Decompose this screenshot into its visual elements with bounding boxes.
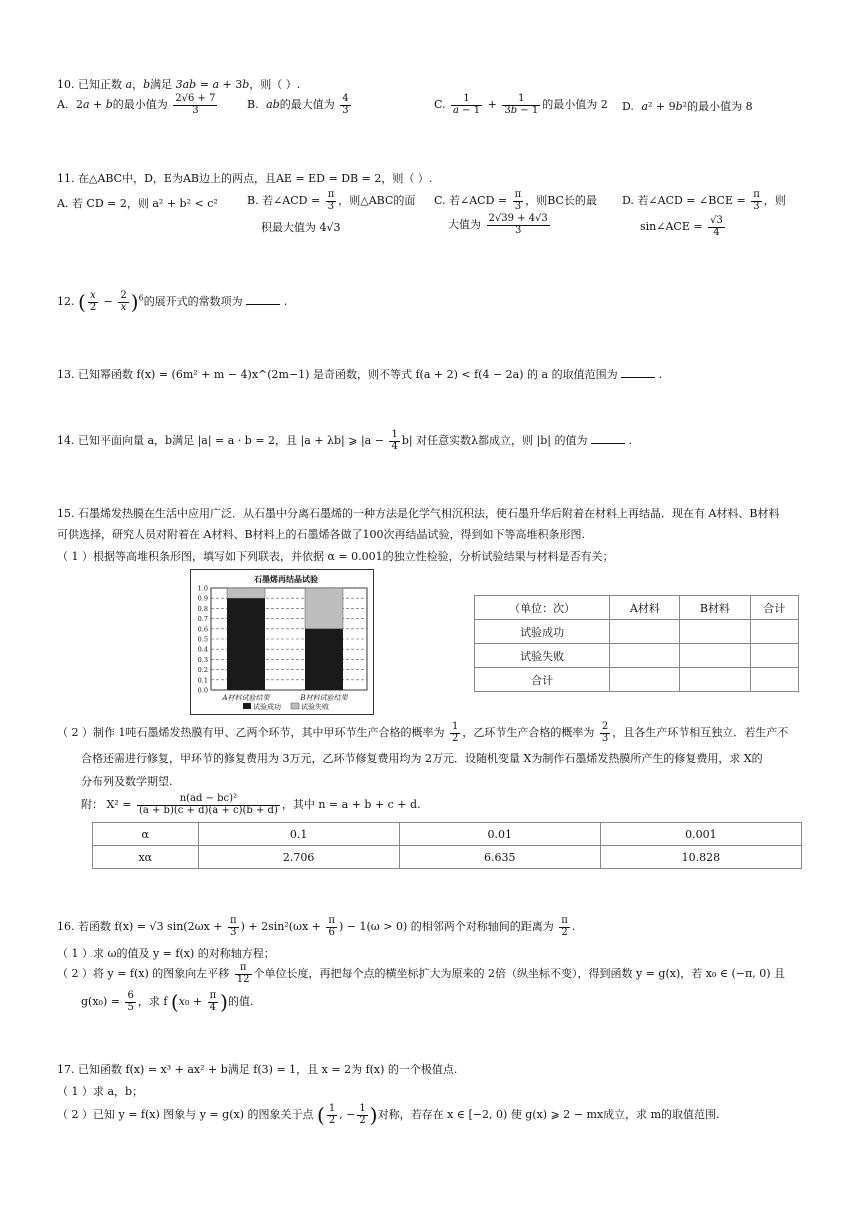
y-tick-label: 1.0 (197, 584, 208, 593)
answer-blank[interactable] (591, 433, 625, 444)
q14: 14. 已知平面向量 a，b满足 |a| = a · b = 2，且 |a + λb| ⩾ |a − $\frac{1}{4}$ b| 对任意实数λ都成立，则 |b| 的值为 . (57, 429, 632, 452)
q16-part2-line2: g(x₀) = $\frac{6}{5}$ ，求 f (x₀ + $\frac{\pi}{4}$ )的值. (81, 990, 254, 1014)
bar-failure (227, 588, 265, 598)
table-header-cell: A材料 (610, 596, 680, 620)
bar-success (227, 598, 265, 690)
q11-option-b-line2: 积最大值为 4√3 (261, 221, 341, 234)
q15-line1: 15. 石墨烯发热膜在生活中应用广泛．从石墨中分离石墨烯的一种方法是化学气相沉积法，使石墨升华后附着在材料上再结晶．现在有 A材料、B材料 (57, 507, 780, 520)
q10-option-d: D. a² + 9b²的最小值为 8 (622, 100, 753, 113)
q16-part2: （ 2 ）将 y = f(x) 的图象向左平移 $\frac{\pi}{12}$ 个单位长度，再把每个点的横坐标扩大为原来的 2倍（纵坐标不变），得到函数 y = g(x)，若 x₀ ∈ (−π, 0) 且 (57, 962, 786, 985)
legend-swatch-failure (291, 703, 299, 709)
q10-option-c: C. $\frac{1}{a - 1}$ + $\frac{1}{3b - 1}$ 的最小值为 2 (434, 93, 608, 116)
stacked-bar-chart (190, 569, 374, 715)
q15-part1: （ 1 ）根据等高堆积条形图，填写如下列联表，并依据 α = 0.001的独立性检验，分析试验结果与材料是否有关； (57, 550, 614, 563)
table-header-cell: xα (93, 846, 199, 869)
q17-part2: （ 2 ）已知 y = f(x) 图象与 y = g(x) 的图象关于点 ( $\frac{1}{2}$ , − $\frac{1}{2}$ )对称，若存在 x ∈ [−2, 0) 使 g(x) ⩾ 2 − mx成立，求 m的取值范围. (57, 1103, 720, 1127)
q11-option-b: B. 若∠ACD = $\frac{\pi}{3}$ ，则△ABC的面 (247, 189, 416, 212)
chart-svg (191, 570, 373, 714)
table-row-label: 试验成功 (475, 620, 610, 644)
table-cell: 6.635 (399, 846, 600, 869)
table-cell: 2.706 (198, 846, 399, 869)
chart-title: 石墨烯再结晶试验 (254, 574, 318, 584)
q11-option-d: D. 若∠ACD = ∠BCE = $\frac{\pi}{3}$ ，则 (622, 189, 786, 212)
contingency-table (474, 595, 799, 692)
y-tick-label: 0.5 (197, 635, 208, 644)
table-cell: 0.01 (399, 823, 600, 846)
table-cell[interactable] (680, 620, 750, 644)
y-tick-label: 0.9 (197, 594, 208, 603)
y-tick-label: 0.1 (197, 676, 208, 685)
q11-option-a: A. 若 CD = 2，则 a² + b² < c² (57, 197, 218, 210)
table-cell[interactable] (750, 668, 798, 692)
q13: 13. 已知幂函数 f(x) = (6m² + m − 4)x^(2m−1) 是奇函数，则不等式 f(a + 2) < f(4 − 2a) 的 a 的取值范围为 . (57, 368, 663, 381)
bar-success (305, 629, 343, 690)
y-tick-label: 0.3 (197, 655, 208, 664)
q11-option-c: C. 若∠ACD = $\frac{\pi}{3}$ ，则BC长的最 (434, 189, 597, 212)
y-tick-label: 0.0 (197, 686, 208, 695)
y-tick-label: 0.4 (197, 645, 208, 654)
y-tick-label: 0.8 (197, 604, 208, 613)
table-header-cell: α (93, 823, 199, 846)
table-cell[interactable] (680, 668, 750, 692)
bar-failure (305, 588, 343, 629)
q12: 12. ( $\frac{x}{2}$ − $\frac{2}{x}$ )$^6$的展开式的常数项为 . (57, 290, 288, 314)
table-cell[interactable] (750, 620, 798, 644)
q11-option-d-line2: sin∠ACE = $\frac{√3}{4}$ (640, 215, 723, 238)
q10-stem: 10. 已知正数 a，b满足 3ab = a + 3b，则（ ）. (57, 78, 301, 91)
answer-blank[interactable] (621, 367, 655, 378)
table-header-cell: B材料 (680, 596, 750, 620)
table-cell[interactable] (610, 644, 680, 668)
y-tick-label: 0.6 (197, 625, 208, 634)
x-category-label: B材料试验结果 (300, 694, 348, 702)
table-cell[interactable] (680, 644, 750, 668)
q15-part2-line2: 合格还需进行修复，甲环节的修复费用为 3万元，乙环节修复费用均为 2万元．设随机变量 X为制作石墨烯发热膜所产生的修复费用，求 X的 (81, 752, 763, 765)
x-category-label: A材料试验结果 (222, 694, 270, 702)
q10-option-b: B. ab的最大值为 $\frac{4}{3}$ (247, 93, 349, 116)
legend-label-failure: 试验失败 (301, 703, 329, 711)
q17-line1: 17. 已知函数 f(x) = x³ + ax² + b满足 f(3) = 1，且 x = 2为 f(x) 的一个极值点. (57, 1063, 458, 1076)
table-cell: 10.828 (600, 846, 801, 869)
legend-swatch-success (243, 703, 251, 709)
table-cell: 0.001 (600, 823, 801, 846)
table-cell: 0.1 (198, 823, 399, 846)
table-header-cell: 合计 (750, 596, 798, 620)
q16-line1: 16. 若函数 f(x) = √3 sin(2ωx + $\frac{\pi}{3}$ ) + 2sin²(ωx + $\frac{\pi}{6}$ ) − 1(ω > 0) 的相邻两个对称轴间的距离为 $\frac{\pi}{2}$ . (57, 915, 576, 938)
table-cell[interactable] (750, 644, 798, 668)
q17-part1: （ 1 ）求 a，b； (57, 1085, 144, 1098)
table-cell[interactable] (610, 620, 680, 644)
table-header-cell: （单位：次） (475, 596, 610, 620)
answer-blank[interactable] (246, 294, 280, 305)
q15-line2: 可供选择，研究人员对附着在 A材料、B材料上的石墨烯各做了100次再结晶试验，得到如下等高堆积条形图. (57, 528, 586, 541)
q15-part2: （ 2 ）制作 1吨石墨烯发热膜有甲、乙两个环节，其中甲环节生产合格的概率为 $\frac{1}{2}$ ，乙环节生产合格的概率为 $\frac{2}{3}$ ，且各生产环节相互独立．若生产不 (57, 721, 789, 744)
y-tick-label: 0.2 (197, 666, 208, 675)
table-row-label: 合计 (475, 668, 610, 692)
table-cell[interactable] (610, 668, 680, 692)
legend-label-success: 试验成功 (253, 703, 281, 711)
critical-value-table (92, 822, 802, 869)
q11-stem: 11. 在△ABC中，D，E为AB边上的两点，且AE = ED = DB = 2，则（ ）. (57, 172, 433, 185)
q11-option-c-line2: 大值为 $\frac{2√39 + 4√3}{3}$ (448, 213, 548, 236)
table-row-label: 试验失败 (475, 644, 610, 668)
q15-part2-line3: 分布列及数学期望. (81, 775, 173, 788)
q15-appendix: 附： X² = $\frac{\text{n(ad − bc)²}}{(a + b)(c + d)(a + c)(b + d)}$ ，其中 n = a + b + c + d. (81, 793, 421, 816)
q16-part1: （ 1 ）求 ω的值及 y = f(x) 的对称轴方程； (57, 947, 275, 960)
q10-option-a: A. 2a + b的最小值为 $\frac{2√6 + 7}{3}$ (57, 93, 216, 116)
y-tick-label: 0.7 (197, 615, 208, 624)
